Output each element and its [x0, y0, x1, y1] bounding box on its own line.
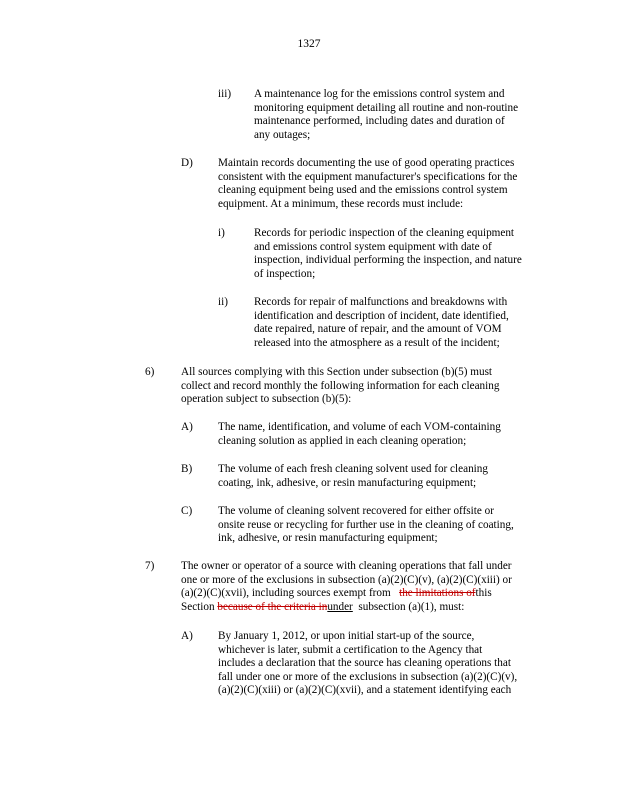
item-D-label: D) [181, 157, 193, 169]
page-number: 1327 [297, 38, 321, 50]
item-6-C-label: C) [181, 505, 193, 517]
item-6-A-text: The name, identification, and volume of each VOM-containing cleaning solution as applied in each cleaning operation; [218, 421, 501, 447]
item-6-C-text: The volume of cleaning solvent recovered for either offsite or onsite reuse or recycling for further use in the cleaning of coating, ink, adhesive, or resin manufacturing equipment; [218, 505, 514, 545]
inserted-text: under [327, 600, 353, 613]
item-D-text: Maintain records documenting the use of good operating practices consistent with the equipment manufacturer's specifications for the cleaning equipment being used and the emissions control system equipment. At a minimum, these records must include: [218, 157, 518, 210]
item-6-B-label: B) [181, 463, 193, 475]
item-6-text: All sources complying with this Section under subsection (b)(5) must collect and record monthly the following information for each cleaning operation subject to subsection (b)(5): [181, 366, 500, 406]
item-6-B-text: The volume of each fresh cleaning solvent used for cleaning coating, ink, adhesive, or resin manufacturing equipment; [218, 463, 488, 489]
item-7-text: The owner or operator of a source with cleaning operations that fall under one or more of the exclusions in subsection (a)(2)(C)(v), (a)(2)(C)(xiii) or (a)(2)(C)(xvii), including sources exempt from the limitations ofthis Section because of the criteria inunder subsection (a)(1), must: [181, 560, 512, 613]
item-7-A-label: A) [181, 630, 193, 642]
item-6-label: 6) [145, 366, 155, 378]
deleted-text: because of the criteria in [217, 600, 328, 613]
item-D-i-label: i) [218, 227, 225, 239]
item-7-label: 7) [145, 560, 155, 572]
item-D-ii-text: Records for repair of malfunctions and breakdowns with identification and description of incident, date identified, date repaired, nature of repair, and the amount of VOM released into the atmosphere as a result of the incident; [254, 296, 509, 349]
item-iii-label: iii) [218, 88, 232, 100]
item-D-i-text: Records for periodic inspection of the cleaning equipment and emissions control system equipment with date of inspection, individual performing the inspection, and nature of inspection; [254, 227, 522, 280]
item-6-A-label: A) [181, 421, 193, 433]
deleted-text: the limitations of [399, 587, 476, 600]
item-7-A-text: By January 1, 2012, or upon initial start-up of the source, whichever is later, submit a certification to the Agency that includes a declaration that the source has cleaning operations that fall under one or more of the exclusions in subsection (a)(2)(C)(v), (a)(2)(C)(xiii) or (a)(2)(C)(xvii), and a statement identifying each [218, 630, 518, 697]
item-D-ii-label: ii) [218, 296, 228, 308]
item-iii-text: A maintenance log for the emissions control system and monitoring equipment detailing all routine and non-routine maintenance performed, including dates and duration of any outages; [254, 88, 519, 141]
